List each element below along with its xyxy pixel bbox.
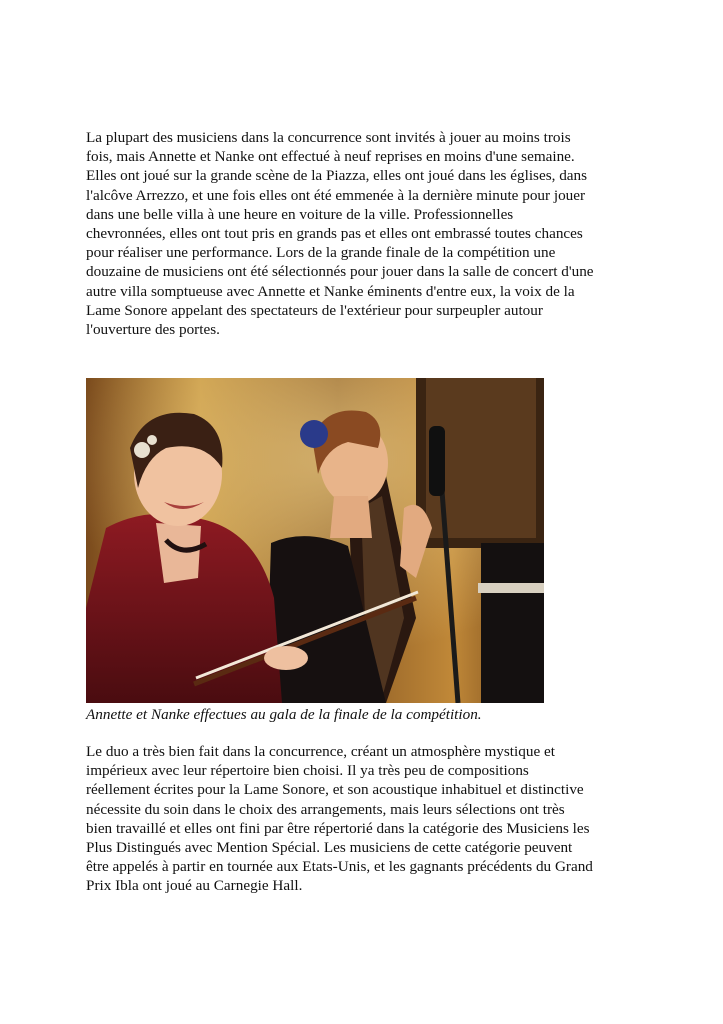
text-line: fois, mais Annette et Nanke ont effectué à neuf reprises en moins d'une semaine. [86,148,575,166]
text-line: impérieux avec leur répertoire bien choisi. Il ya très peu de compositions [86,762,529,780]
text-line: pour réaliser une performance. Lors de la grande finale de la compétition une [86,244,556,262]
text-line: Plus Distingués avec Mention Spécial. Les musiciens de cette catégorie peuvent [86,839,573,857]
performance-photo [86,378,544,703]
text-line: douzaine de musiciens ont été sélectionnés pour jouer dans la salle de concert d'une [86,263,594,281]
text-line: l'alcôve Arrezzo, et une fois elles ont été emmenée à la dernière minute pour jouer [86,186,586,204]
text-line: nécessite du soin dans le choix des arrangements, mais leurs sélections ont très [86,800,565,818]
text-line: Elles ont joué sur la grande scène de la Piazza, elles ont joué dans les églises, dans [86,167,588,185]
paragraph-conclusion [86,742,676,896]
text-line: autre villa somptueuse avec Annette et Nanke éminents d'entre eux, la voix de la [86,282,575,300]
text-line: réellement écrites pour la Lame Sonore, et son acoustique inhabituel et distinctive [86,781,584,799]
text-line: Le duo a très bien fait dans la concurrence, créant un atmosphère mystique et [86,743,555,760]
photo-caption: Annette et Nanke effectues au gala de la finale de la compétition. [86,706,482,723]
text-line: être appelés à partir en tournée aux Etats-Unis, et les gagnants précédents du Grand [86,858,593,876]
text-line: chevronnées, elles ont tout pris en grands pas et elles ont embrassé toutes chances [86,225,583,243]
text-line: l'ouverture des portes. [86,321,220,339]
text-line: Lame Sonore appelant des spectateurs de l'extérieur pour surpeupler autour [86,301,543,319]
text-line: dans une belle villa à une heure en voiture de la ville. Professionnelles [86,205,514,223]
text-line: bien travaillé et elles ont fini par être répertorié dans la catégorie des Musiciens les [86,819,590,837]
paragraph-intro [86,128,676,339]
text-line: La plupart des musiciens dans la concurrence sont invités à jouer au moins trois [86,129,571,146]
text-line: Prix Ibla ont joué au Carnegie Hall. [86,877,303,895]
